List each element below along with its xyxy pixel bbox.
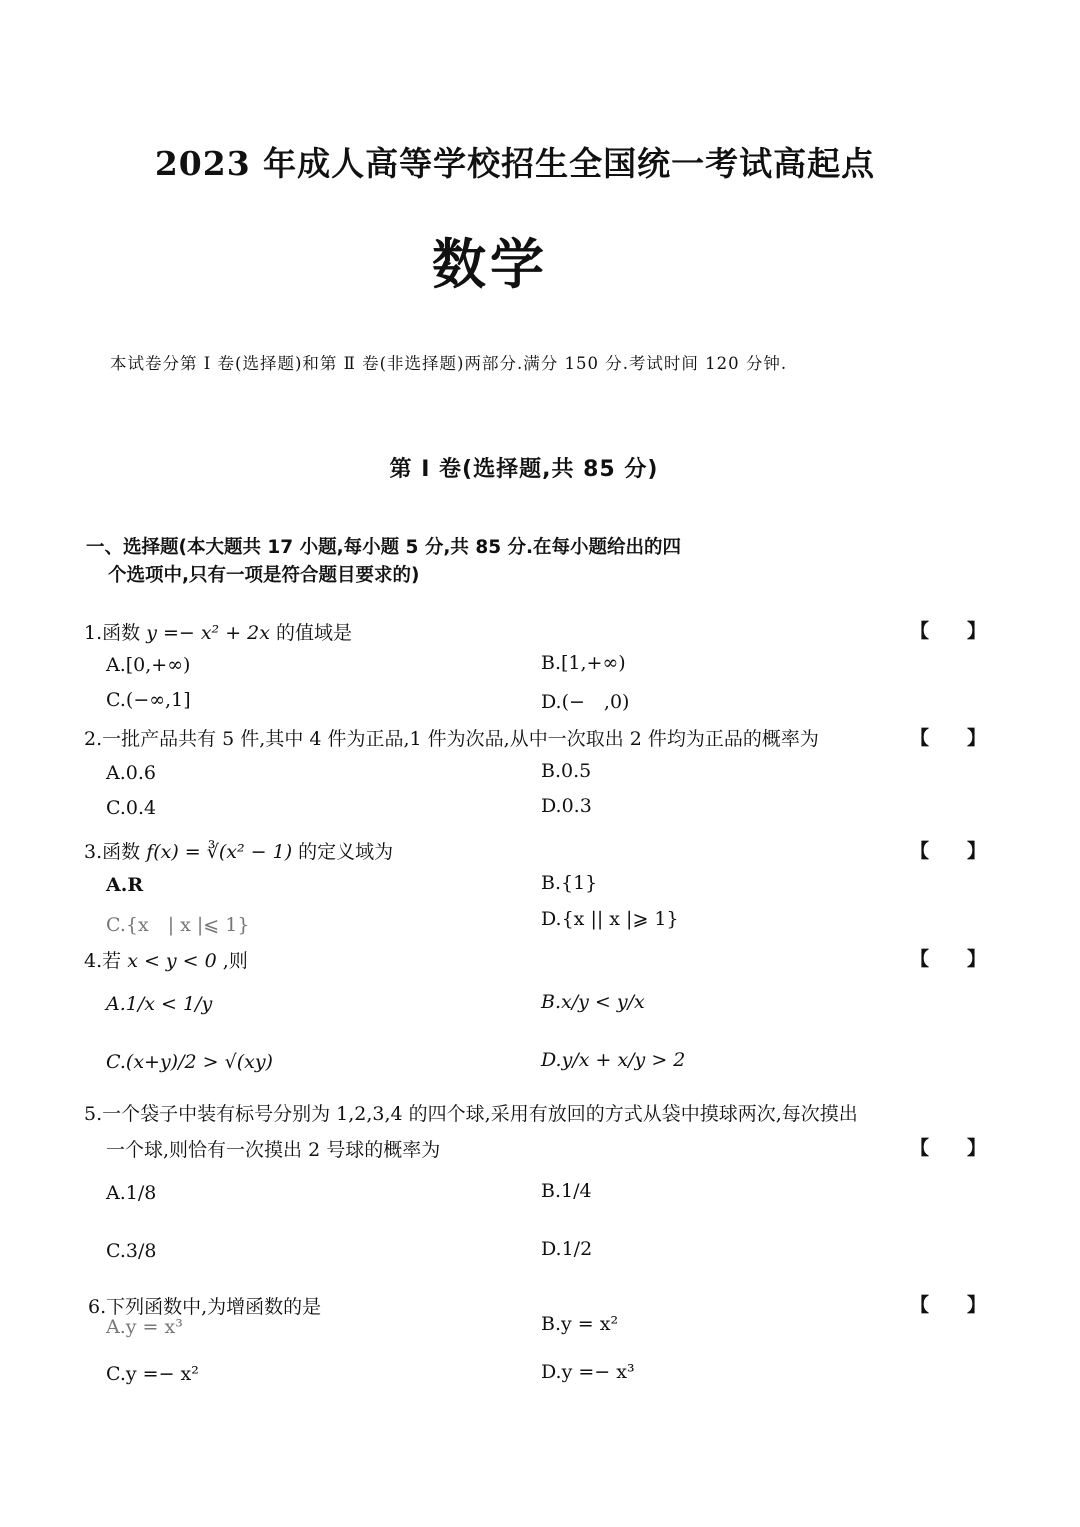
exam-instructions: 本试卷分第 Ⅰ 卷(选择题)和第 Ⅱ 卷(非选择题)两部分.满分 150 分.考试时间 120 分钟. <box>110 354 788 373</box>
question-6-option-c: C.y =− x² <box>106 1363 199 1385</box>
question-2-option-b: B.0.5 <box>541 760 592 782</box>
question-5-option-a: A.1/8 <box>106 1182 157 1204</box>
question-2-option-d: D.0.3 <box>541 795 592 817</box>
question-3-option-b: B.{1} <box>541 872 598 894</box>
question-3-option-a: A.R <box>106 874 144 896</box>
question-6-stem: 6.下列函数中,为增函数的是 <box>88 1296 322 1318</box>
question-6-option-d: D.y =− x³ <box>541 1361 635 1383</box>
question-4-option-b: B.x/y < y/x <box>541 991 645 1013</box>
question-1-option-c: C.(−∞,1] <box>106 689 191 711</box>
question-1-function: y =− x² + 2x <box>146 622 270 644</box>
question-6-option-a: A.y = x³ <box>106 1316 183 1338</box>
question-3-option-c: C.{x | x |⩽ 1} <box>106 914 250 936</box>
answer-bracket-3: 【 】 <box>910 840 987 862</box>
question-4-condition: x < y < 0 <box>127 950 217 972</box>
question-1-stem: 1.函数 y =− x² + 2x 的值域是 <box>84 622 353 644</box>
question-2-stem: 2.一批产品共有 5 件,其中 4 件为正品,1 件为次品,从中一次取出 2 件均为正品的概率为 <box>84 728 819 750</box>
answer-bracket-6: 【 】 <box>910 1294 987 1316</box>
subject-title: 数学 <box>432 233 548 296</box>
question-4-option-c: C.(x+y)/2 > √(xy) <box>106 1051 273 1073</box>
question-1-option-a: A.[0,+∞) <box>106 654 191 676</box>
answer-bracket-4: 【 】 <box>910 948 987 970</box>
section-heading-line1: 一、选择题(本大题共 17 小题,每小题 5 分,共 85 分.在每小题给出的四 <box>86 537 682 558</box>
question-4-option-d: D.y/x + x/y > 2 <box>541 1049 686 1071</box>
question-4-option-a: A.1/x < 1/y <box>106 993 213 1015</box>
question-6-option-b: B.y = x² <box>541 1313 619 1335</box>
question-2-option-a: A.0.6 <box>106 762 156 784</box>
exam-title: 2023 年成人高等学校招生全国统一考试高起点 <box>154 144 876 183</box>
question-3-option-d: D.{x || x |⩾ 1} <box>541 908 679 930</box>
section-heading-line2: 个选项中,只有一项是符合题目要求的) <box>108 565 420 586</box>
question-5-stem-line1: 5.一个袋子中装有标号分别为 1,2,3,4 的四个球,采用有放回的方式从袋中摸球两次,每次摸出 <box>84 1103 858 1125</box>
question-3-stem: 3.函数 f(x) = ∛(x² − 1) 的定义域为 <box>84 841 394 863</box>
question-4-stem: 4.若 x < y < 0 ,则 <box>84 950 248 972</box>
answer-bracket-1: 【 】 <box>910 620 987 642</box>
question-5-option-c: C.3/8 <box>106 1240 157 1262</box>
question-5-stem-line2: 一个球,则恰有一次摸出 2 号球的概率为 <box>106 1139 441 1161</box>
question-3-function: f(x) = ∛(x² − 1) <box>146 841 293 863</box>
answer-bracket-5: 【 】 <box>910 1137 987 1159</box>
answer-bracket-2: 【 】 <box>910 727 987 749</box>
part-one-title: 第 Ⅰ 卷(选择题,共 85 分) <box>389 457 659 482</box>
question-1-option-d: D.(− ,0) <box>541 691 630 713</box>
question-5-option-b: B.1/4 <box>541 1180 592 1202</box>
question-2-option-c: C.0.4 <box>106 797 157 819</box>
question-5-option-d: D.1/2 <box>541 1238 593 1260</box>
question-1-option-b: B.[1,+∞) <box>541 652 626 674</box>
